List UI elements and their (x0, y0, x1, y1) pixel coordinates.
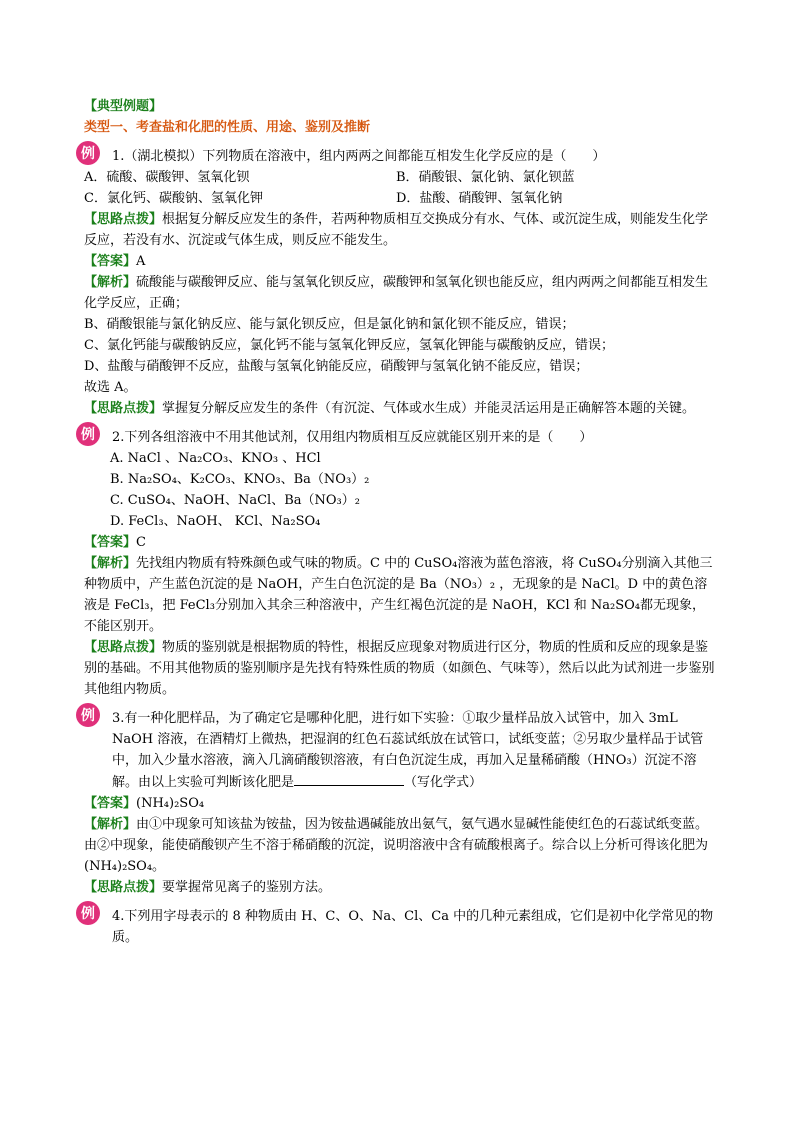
analysis-label: 【解析】 (84, 556, 137, 571)
analysis-line: B、硝酸银能与氯化钠反应、能与氯化钡反应，但是氯化钠和氯化钡不能反应，错误； (84, 317, 575, 332)
question-3 (81, 708, 716, 898)
answer-text: A (136, 254, 146, 269)
analysis-line: 硫酸能与碳酸钾反应、能与氢氧化钡反应，碳酸钾和氢氧化钡也能反应，组内两两之间都能互相发生化学反应，正确； (84, 275, 709, 311)
option-a: A．硫酸、碳酸钾、氢氧化钡 (84, 170, 250, 185)
answer-label: 【答案】 (84, 535, 137, 550)
svg-text:例: 例 (81, 906, 95, 922)
svg-text:例: 例 (81, 146, 95, 162)
analysis-line: 故选 A。 (84, 380, 137, 395)
question-4 (81, 906, 716, 948)
hint-text: 掌握复分解反应发生的条件（有沉淀、气体或水生成）并能灵活运用是正确解答本题的关键。 (162, 401, 696, 416)
section-title: 【典型例题】 (84, 99, 163, 114)
option-list (84, 448, 716, 532)
option-grid (84, 167, 716, 209)
option-b: B. Na₂SO₄、K₂CO₃、KNO₃、Ba（NO₃）₂ (110, 472, 370, 487)
question-stem: 3.有一种化肥样品，为了确定它是哪种化肥，进行如下实验：①取少量样品放入试管中，加入 3mL NaOH 溶液，在酒精灯上微热，把湿润的红色石蕊试纸放在试管口，试纸变蓝；②另取少量样品于试管中，加入少量水溶液，滴入几滴硝酸钡溶液，有白色沉淀生成，再加入足量稀硝酸（HNO₃）沉淀不溶解。由以上实验可判断该化肥是 （写化学式） (112, 711, 704, 790)
answer-label: 【答案】 (84, 796, 137, 811)
answer-text: (NH₄)₂SO₄ (136, 796, 205, 811)
hint-label: 【思路点拨】 (84, 640, 163, 655)
answer-text: C (136, 535, 146, 550)
hint-label: 【思路点拨】 (84, 401, 163, 416)
question-stem: 2.下列各组溶液中不用其他试剂，仅用组内物质相互反应就能区别开来的是（ ） (112, 430, 593, 445)
example-badge-icon (74, 898, 106, 928)
answer-blank (294, 771, 404, 786)
option-d: D. FeCl₃、NaOH、 KCl、Na₂SO₄ (110, 514, 321, 529)
analysis-label: 【解析】 (84, 817, 137, 832)
option-b: B．硝酸银、氯化钠、氯化钡蓝 (396, 170, 575, 185)
svg-text:例: 例 (81, 708, 95, 724)
hint-text: 物质的鉴别就是根据物质的特性，根据反应现象对物质进行区分，物质的性质和反应的现象是鉴别的基础。不用其他物质的鉴别顺序是先找有特殊性质的物质（如颜色、气味等），然后以此为试剂进一步鉴别其他组内物质。 (84, 640, 715, 697)
question-stem: 4.下列用字母表示的 8 种物质由 H、C、O、Na、Cl、Ca 中的几种元素组成，它们是初中化学常见的物质。 (112, 909, 714, 945)
hint-label: 【思路点拨】 (84, 212, 163, 227)
analysis-line: D、盐酸与硝酸钾不反应，盐酸与氢氧化钠能反应，硝酸钾与氢氧化钠不能反应，错误； (84, 359, 589, 374)
hint-label: 【思路点拨】 (84, 880, 163, 895)
option-c: C. CuSO₄、NaOH、NaCl、Ba（NO₃）₂ (110, 493, 360, 508)
hint-text: 要掌握常见离子的鉴别方法。 (162, 880, 332, 895)
type-title: 类型一、考查盐和化肥的性质、用途、鉴别及推断 (84, 120, 371, 135)
analysis-line: C、氯化钙能与碳酸钠反应，氯化钙不能与氢氧化钾反应，氢氧化钾能与碳酸钠反应，错误； (84, 338, 614, 353)
example-badge-icon (74, 700, 106, 730)
analysis-text: 先找组内物质有特殊颜色或气味的物质。C 中的 CuSO₄溶液为蓝色溶液，将 CuSO₄分别滴入其他三种物质中，产生蓝色沉淀的是 NaOH，产生白色沉淀的是 Ba（NO₃）₂ ，无现象的是 NaCl。D 中的黄色溶液是 FeCl₃，把 FeCl₃分别加入其余三种溶液中，产生红褐色沉淀的是 NaOH，KCl 和 Na₂SO₄都无现象，不能区别开。 (84, 556, 713, 634)
hint-text: 根据复分解反应发生的条件，若两种物质相互交换成分有水、气体、或沉淀生成，则能发生化学反应，若没有水、沉淀或气体生成，则反应不能发生。 (84, 212, 709, 248)
question-2 (81, 427, 716, 700)
example-badge-icon (74, 138, 106, 168)
question-stem: 1.（湖北模拟）下列物质在溶液中，组内两两之间都能互相发生化学反应的是（ ） (112, 149, 606, 164)
analysis-label: 【解析】 (84, 275, 137, 290)
analysis-text: 由①中现象可知该盐为铵盐，因为铵盐遇碱能放出氨气，氨气遇水显碱性能使红色的石蕊试纸变蓝。由②中现象，能使硝酸钡产生不溶于稀硝酸的沉淀，说明溶液中含有硫酸根离子。综合以上分析可得该化肥为(NH₄)₂SO₄。 (84, 817, 709, 874)
svg-text:例: 例 (81, 427, 95, 443)
answer-label: 【答案】 (84, 254, 137, 269)
option-a: A. NaCl 、Na₂CO₃、KNO₃ 、HCl (110, 451, 321, 466)
option-d: D．盐酸、硝酸钾、氢氧化钠 (396, 191, 563, 206)
option-c: C．氯化钙、碳酸钠、氢氧化钾 (84, 191, 263, 206)
document-page (81, 96, 716, 948)
question-1 (81, 146, 716, 419)
example-badge-icon (74, 419, 106, 449)
